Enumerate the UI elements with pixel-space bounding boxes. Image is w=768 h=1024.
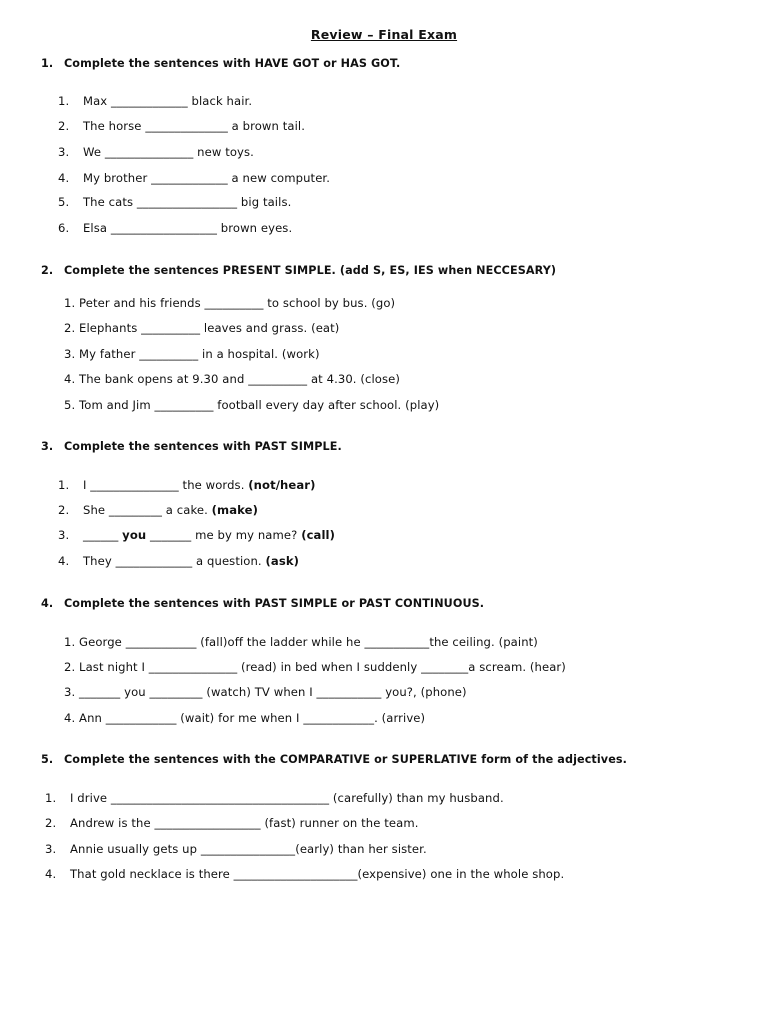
item-text: The horse ______________ a brown tail. <box>83 119 306 133</box>
item-number: 3. <box>45 842 57 856</box>
exercise-item: 2. Last night I _______________ (read) in bed when I suddenly ________a scream. (hear) <box>64 660 566 674</box>
section-number: 3. <box>41 440 54 453</box>
section-heading <box>41 440 342 453</box>
exercise-item <box>45 842 427 856</box>
verb-hint: (make) <box>211 503 259 517</box>
item-number: 1. <box>58 478 70 492</box>
item-number: 1. <box>58 94 70 108</box>
section-heading <box>41 264 556 277</box>
exercise-item <box>58 554 299 568</box>
exercise-item <box>45 816 419 830</box>
exercise-item: 1. George ____________ (fall)off the ladder while he ___________the ceiling. (paint) <box>64 635 538 649</box>
item-text: They _____________ a question. <box>83 554 266 568</box>
exercise-item <box>58 528 335 542</box>
item-text: Elsa __________________ brown eyes. <box>83 221 293 235</box>
section-number: 4. <box>41 597 54 610</box>
item-number: 5. <box>58 195 70 209</box>
section-heading-text: Complete the sentences PRESENT SIMPLE. (add S, ES, IES when NECCESARY) <box>64 264 557 277</box>
subject-word: you <box>122 528 147 542</box>
exercise-item: 3. My father __________ in a hospital. (work) <box>64 347 320 361</box>
section-heading <box>41 597 484 610</box>
item-number: 3. <box>58 145 70 159</box>
exercise-item <box>58 221 292 235</box>
item-text: ______ <box>83 528 123 542</box>
item-text: I _______________ the words. <box>83 478 249 492</box>
item-text: Annie usually gets up ________________(early) than her sister. <box>70 842 427 856</box>
item-text: My brother _____________ a new computer. <box>83 171 331 185</box>
item-number: 1. <box>45 791 57 805</box>
exercise-item: 3. _______ you _________ (watch) TV when I ___________ you?, (phone) <box>64 685 467 699</box>
item-text: That gold necklace is there _____________________(expensive) one in the whole shop. <box>70 867 565 881</box>
section-heading <box>41 57 400 70</box>
exercise-item: 2. Elephants __________ leaves and grass. (eat) <box>64 321 340 335</box>
item-text: She _________ a cake. <box>83 503 212 517</box>
section-heading-text: Complete the sentences with the COMPARATIVE or SUPERLATIVE form of the adjectives. <box>64 753 627 766</box>
exercise-item <box>58 119 305 133</box>
section-number: 1. <box>41 57 54 70</box>
item-text: I drive _____________________________________ (carefully) than my husband. <box>70 791 504 805</box>
exercise-item: 4. Ann ____________ (wait) for me when I ____________. (arrive) <box>64 711 426 725</box>
item-number: 3. <box>58 528 70 542</box>
section-heading-text: Complete the sentences with PAST SIMPLE. <box>64 440 342 453</box>
item-number: 4. <box>45 867 57 881</box>
verb-hint: (ask) <box>265 554 300 568</box>
exercise-item <box>45 867 564 881</box>
exercise-item <box>45 791 504 805</box>
item-number: 4. <box>58 171 70 185</box>
exercise-item <box>58 503 258 517</box>
item-text-continued: _______ me by my name? <box>146 528 302 542</box>
item-number: 6. <box>58 221 70 235</box>
section-heading-text: Complete the sentences with PAST SIMPLE or PAST CONTINUOUS. <box>64 597 485 610</box>
exercise-item <box>58 478 316 492</box>
verb-hint: (call) <box>301 528 336 542</box>
item-number: 2. <box>58 503 70 517</box>
exercise-item: 1. Peter and his friends __________ to school by bus. (go) <box>64 296 396 310</box>
section-heading <box>41 753 627 766</box>
exercise-item <box>58 94 252 108</box>
exercise-item: 5. Tom and Jim __________ football every day after school. (play) <box>64 398 440 412</box>
section-heading-text: Complete the sentences with HAVE GOT or HAS GOT. <box>64 57 401 70</box>
section-number: 5. <box>41 753 54 766</box>
item-text: We _______________ new toys. <box>83 145 254 159</box>
section-number: 2. <box>41 264 54 277</box>
exercise-item <box>58 171 330 185</box>
item-number: 2. <box>45 816 57 830</box>
verb-hint: (not/hear) <box>248 478 316 492</box>
exercise-item: 4. The bank opens at 9.30 and __________ at 4.30. (close) <box>64 372 400 386</box>
page-title: Review – Final Exam <box>310 27 458 42</box>
item-text: Max _____________ black hair. <box>83 94 253 108</box>
item-number: 4. <box>58 554 70 568</box>
item-number: 2. <box>58 119 70 133</box>
item-text: Andrew is the __________________ (fast) runner on the team. <box>70 816 419 830</box>
exercise-item <box>58 195 291 209</box>
exercise-item <box>58 145 254 159</box>
item-text: The cats _________________ big tails. <box>83 195 292 209</box>
